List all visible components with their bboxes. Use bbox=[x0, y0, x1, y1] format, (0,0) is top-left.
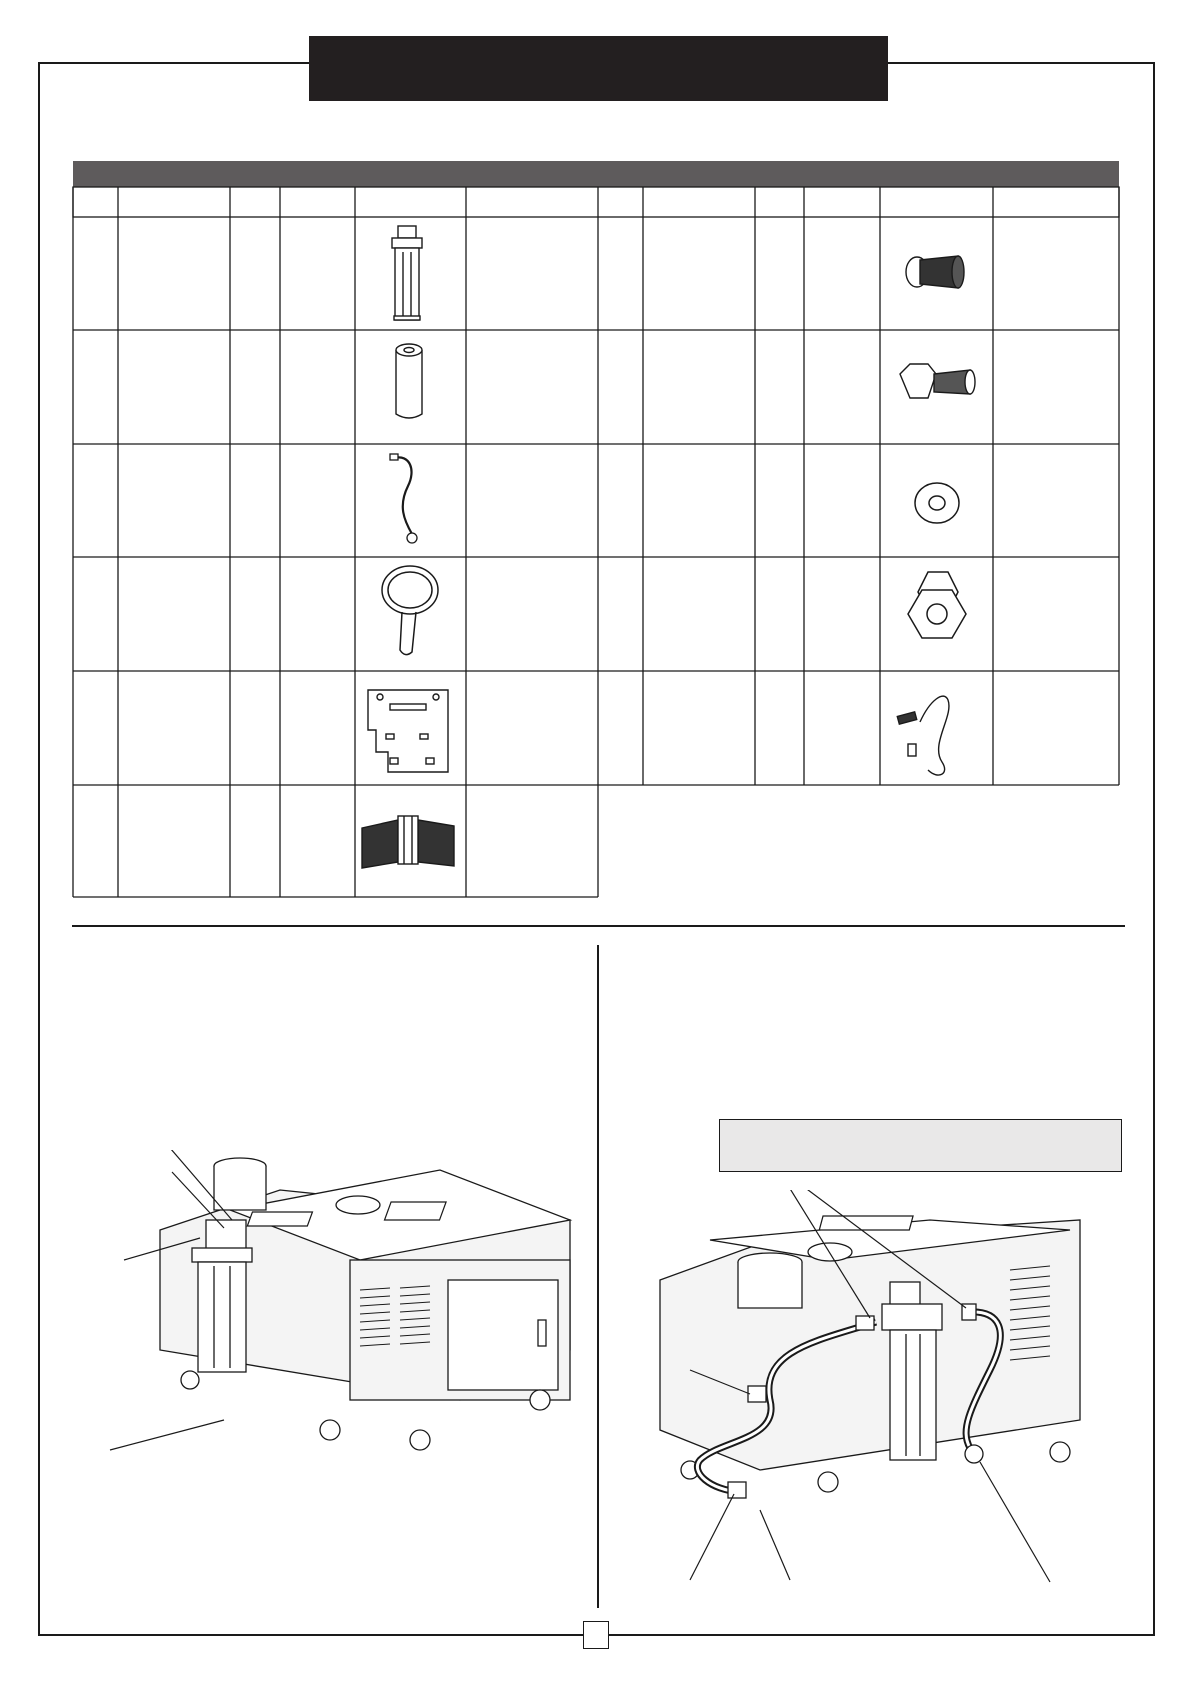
hex-nut-shape bbox=[908, 590, 966, 638]
flat-washer-icon bbox=[915, 483, 959, 523]
mounting-bracket-icon bbox=[368, 690, 448, 772]
note-box bbox=[719, 1119, 1122, 1172]
cable-sensor-icon bbox=[897, 696, 949, 775]
flanged-fitting-icon bbox=[906, 256, 964, 288]
page-number-box bbox=[583, 1621, 609, 1649]
section-divider bbox=[72, 925, 1125, 927]
housing-wrench-icon bbox=[382, 566, 438, 655]
hex-threaded-fitting-icon bbox=[900, 364, 975, 398]
parts-table-grid bbox=[73, 187, 1119, 897]
flexible-hose-icon bbox=[390, 454, 417, 543]
column-divider bbox=[597, 945, 599, 1608]
installation-figure-left bbox=[100, 1150, 580, 1490]
filter-cartridge-icon bbox=[396, 344, 422, 418]
threaded-nipple-icon bbox=[362, 816, 454, 868]
filter-housing-icon bbox=[392, 226, 422, 320]
installation-figure-right bbox=[650, 1190, 1120, 1590]
